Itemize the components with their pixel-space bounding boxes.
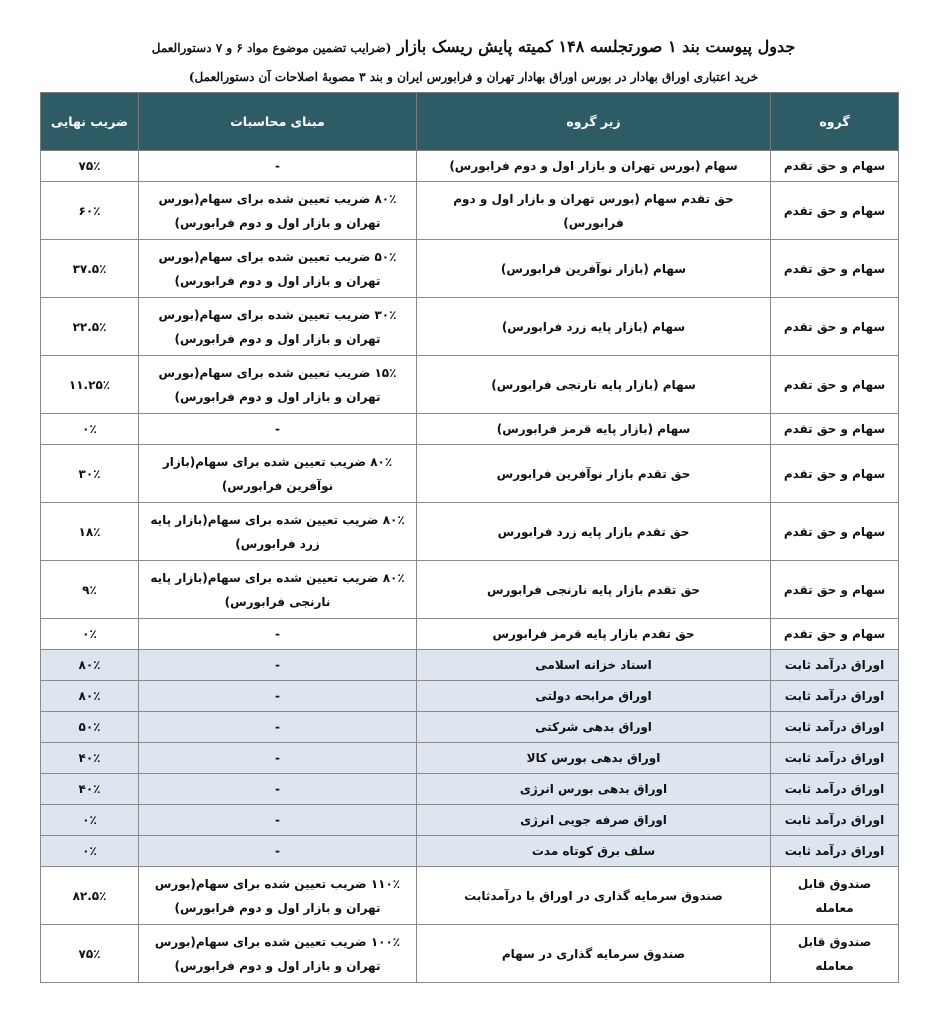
table-row xyxy=(41,445,899,503)
cell-group: سهام و حق تقدم xyxy=(771,561,899,619)
cell-subgroup: اوراق بدهی بورس انرژی xyxy=(417,774,771,805)
table-row xyxy=(41,503,899,561)
cell-basis: - xyxy=(139,650,417,681)
cell-subgroup: صندوق سرمایه گذاری در اوراق با درآمدثابت xyxy=(417,867,771,925)
cell-subgroup: سلف برق کوتاه مدت xyxy=(417,836,771,867)
table-row xyxy=(41,867,899,925)
cell-coef: ۰٪ xyxy=(41,619,139,650)
cell-basis: ۳۰٪ ضریب تعیین شده برای سهام(بورس تهران و بازار اول و دوم فرابورس) xyxy=(139,298,417,356)
cell-coef: ۳۰٪ xyxy=(41,445,139,503)
cell-basis: ۵۰٪ ضریب تعیین شده برای سهام(بورس تهران و بازار اول و دوم فرابورس) xyxy=(139,240,417,298)
document-title xyxy=(0,36,947,59)
cell-basis: - xyxy=(139,774,417,805)
cell-subgroup: سهام (بازار پایه زرد فرابورس) xyxy=(417,298,771,356)
cell-group: اوراق درآمد ثابت xyxy=(771,805,899,836)
cell-basis: - xyxy=(139,414,417,445)
table-row xyxy=(41,151,899,182)
cell-group: اوراق درآمد ثابت xyxy=(771,774,899,805)
cell-subgroup: سهام (بورس تهران و بازار اول و دوم فرابورس) xyxy=(417,151,771,182)
cell-coef: ۷۵٪ xyxy=(41,151,139,182)
cell-coef: ۰٪ xyxy=(41,414,139,445)
cell-subgroup: اوراق بدهی شرکتی xyxy=(417,712,771,743)
coefficient-table xyxy=(40,92,899,983)
table-row xyxy=(41,712,899,743)
cell-group: سهام و حق تقدم xyxy=(771,414,899,445)
cell-subgroup: اوراق مرابحه دولتی xyxy=(417,681,771,712)
cell-basis: - xyxy=(139,151,417,182)
cell-coef: ۸۲.۵٪ xyxy=(41,867,139,925)
cell-basis: ۸۰٪ ضریب تعیین شده برای سهام(بازار پایه زرد فرابورس) xyxy=(139,503,417,561)
cell-basis: - xyxy=(139,712,417,743)
cell-subgroup: صندوق سرمایه گذاری در سهام xyxy=(417,925,771,983)
cell-coef: ۰٪ xyxy=(41,836,139,867)
cell-basis: ۱۱۰٪ ضریب تعیین شده برای سهام(بورس تهران و بازار اول و دوم فرابورس) xyxy=(139,867,417,925)
cell-group: سهام و حق تقدم xyxy=(771,619,899,650)
table-row xyxy=(41,182,899,240)
cell-coef: ۸۰٪ xyxy=(41,681,139,712)
cell-basis: - xyxy=(139,805,417,836)
cell-coef: ۶۰٪ xyxy=(41,182,139,240)
cell-basis: - xyxy=(139,743,417,774)
cell-subgroup: اسناد خزانه اسلامی xyxy=(417,650,771,681)
table-row xyxy=(41,240,899,298)
cell-group: اوراق درآمد ثابت xyxy=(771,712,899,743)
cell-group: سهام و حق تقدم xyxy=(771,182,899,240)
table-row xyxy=(41,619,899,650)
table-row xyxy=(41,925,899,983)
cell-coef: ۱۱.۲۵٪ xyxy=(41,356,139,414)
cell-subgroup: حق تقدم سهام (بورس تهران و بازار اول و دوم فرابورس) xyxy=(417,182,771,240)
table-row xyxy=(41,561,899,619)
cell-subgroup: سهام (بازار نوآفرین فرابورس) xyxy=(417,240,771,298)
cell-group: اوراق درآمد ثابت xyxy=(771,743,899,774)
cell-subgroup: حق تقدم بازار نوآفرین فرابورس xyxy=(417,445,771,503)
cell-coef: ۰٪ xyxy=(41,805,139,836)
cell-subgroup: سهام (بازار پایه نارنجی فرابورس) xyxy=(417,356,771,414)
cell-coef: ۵۰٪ xyxy=(41,712,139,743)
cell-basis: ۱۰۰٪ ضریب تعیین شده برای سهام(بورس تهران و بازار اول و دوم فرابورس) xyxy=(139,925,417,983)
cell-coef: ۷۵٪ xyxy=(41,925,139,983)
cell-group: صندوق قابل معامله xyxy=(771,925,899,983)
table-header-row xyxy=(41,93,899,151)
table-row xyxy=(41,774,899,805)
cell-coef: ۲۲.۵٪ xyxy=(41,298,139,356)
header-basis: مبنای محاسبات xyxy=(139,93,417,151)
title-note: (ضرایب تضمین موضوع مواد ۶ و ۷ دستورالعمل xyxy=(151,41,392,55)
cell-subgroup: اوراق صرفه جویی انرژی xyxy=(417,805,771,836)
table-row xyxy=(41,356,899,414)
table-row xyxy=(41,298,899,356)
cell-group: سهام و حق تقدم xyxy=(771,298,899,356)
table-row xyxy=(41,805,899,836)
cell-subgroup: حق تقدم بازار پایه نارنجی فرابورس xyxy=(417,561,771,619)
document-subtitle: خرید اعتباری اوراق بهادار در بورس اوراق بهادار تهران و فرابورس ایران و بند ۳ مصوبهٔ اصلاحات آن دستورالعمل) xyxy=(188,70,759,84)
cell-basis: ۱۵٪ ضریب تعیین شده برای سهام(بورس تهران و بازار اول و دوم فرابورس) xyxy=(139,356,417,414)
cell-group: سهام و حق تقدم xyxy=(771,151,899,182)
header-coef: ضریب نهایی xyxy=(41,93,139,151)
cell-basis: ۸۰٪ ضریب تعیین شده برای سهام(بورس تهران و بازار اول و دوم فرابورس) xyxy=(139,182,417,240)
header-subgroup: زیر گروه xyxy=(417,93,771,151)
cell-group: اوراق درآمد ثابت xyxy=(771,681,899,712)
cell-basis: - xyxy=(139,836,417,867)
table-row xyxy=(41,743,899,774)
cell-coef: ۹٪ xyxy=(41,561,139,619)
cell-group: اوراق درآمد ثابت xyxy=(771,836,899,867)
table-row xyxy=(41,681,899,712)
cell-basis: ۸۰٪ ضریب تعیین شده برای سهام(بازار نوآفرین فرابورس) xyxy=(139,445,417,503)
cell-group: سهام و حق تقدم xyxy=(771,240,899,298)
cell-basis: - xyxy=(139,681,417,712)
cell-coef: ۴۰٪ xyxy=(41,743,139,774)
cell-basis: ۸۰٪ ضریب تعیین شده برای سهام(بازار پایه نارنجی فرابورس) xyxy=(139,561,417,619)
cell-group: سهام و حق تقدم xyxy=(771,445,899,503)
table-row xyxy=(41,650,899,681)
cell-subgroup: سهام (بازار پایه قرمز فرابورس) xyxy=(417,414,771,445)
cell-coef: ۳۷.۵٪ xyxy=(41,240,139,298)
cell-subgroup: حق تقدم بازار پایه زرد فرابورس xyxy=(417,503,771,561)
header-group: گروه xyxy=(771,93,899,151)
cell-coef: ۸۰٪ xyxy=(41,650,139,681)
cell-group: سهام و حق تقدم xyxy=(771,356,899,414)
table-row xyxy=(41,414,899,445)
table-body xyxy=(41,151,899,983)
cell-subgroup: حق تقدم بازار پایه قرمز فرابورس xyxy=(417,619,771,650)
cell-basis: - xyxy=(139,619,417,650)
cell-subgroup: اوراق بدهی بورس کالا xyxy=(417,743,771,774)
cell-coef: ۴۰٪ xyxy=(41,774,139,805)
table-row xyxy=(41,836,899,867)
cell-coef: ۱۸٪ xyxy=(41,503,139,561)
cell-group: اوراق درآمد ثابت xyxy=(771,650,899,681)
cell-group: سهام و حق تقدم xyxy=(771,503,899,561)
cell-group: صندوق قابل معامله xyxy=(771,867,899,925)
title-main: جدول پیوست بند ۱ صورتجلسه ۱۴۸ کمیته پایش ریسک بازار xyxy=(396,37,796,56)
